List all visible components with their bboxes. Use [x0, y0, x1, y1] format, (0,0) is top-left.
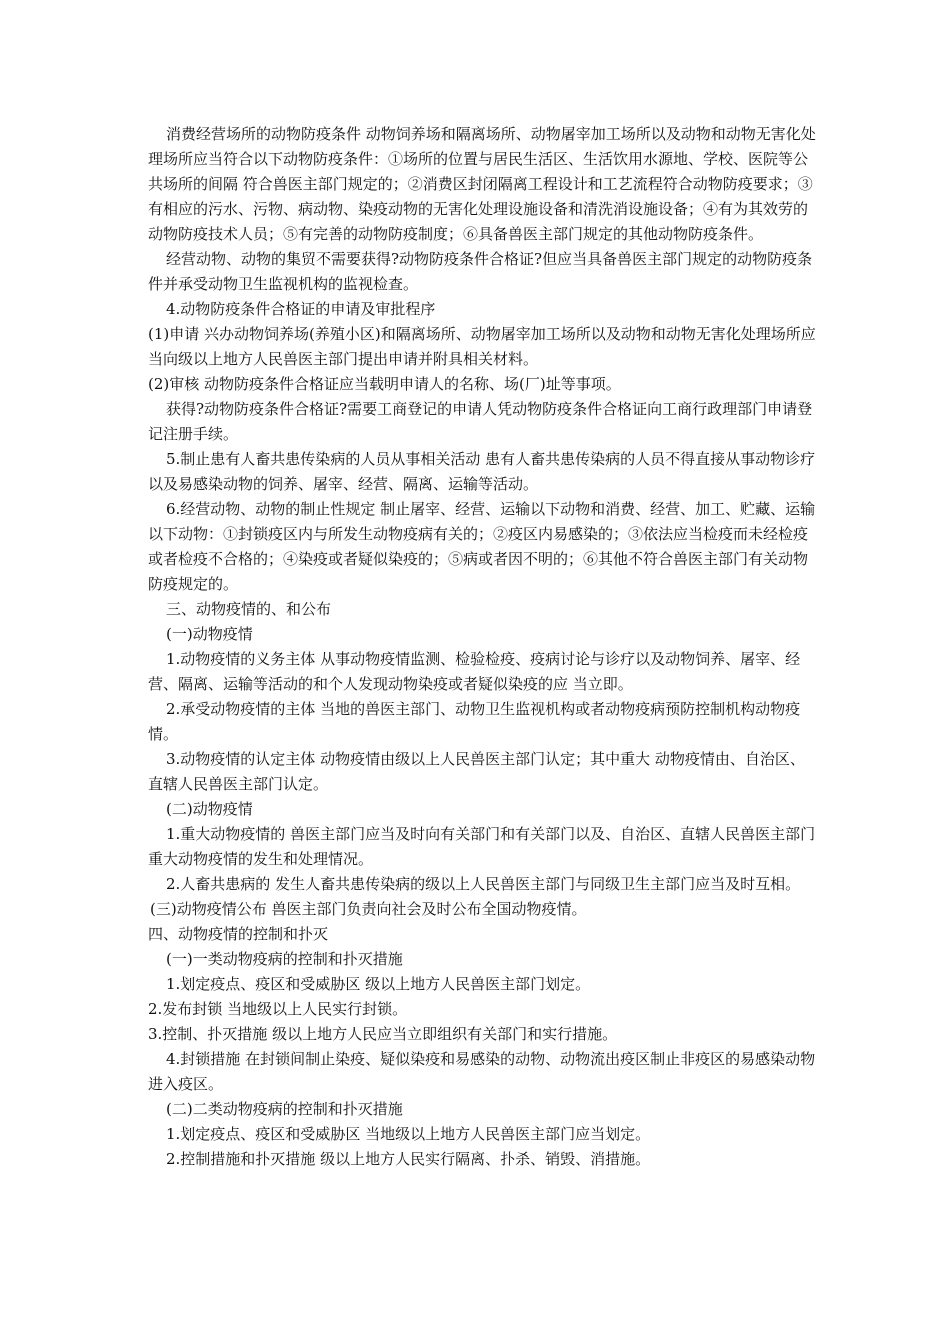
paragraph: 4.封锁措施 在封锁间制止染疫、疑似染疫和易感染的动物、动物流出疫区制止非疫区的易感染动物进入疫区。 [148, 1050, 816, 1093]
paragraph: 消费经营场所的动物防疫条件 动物饲养场和隔离场所、动物屠宰加工场所以及动物和动物无害化处理场所应当符合以下动物防疫条件：①场所的位置与居民生活区、生活饮用水源地、学校、医院等公共场所的间隔 符合兽医主部门规定的；②消费区封闭隔离工程设计和工艺流程符合动物防疫要求；③有相应的污水、污物、病动物、染疫动物的无害化处理设施设备和清洗消设施设备；④有为其效劳的动物防疫技术人员；⑤有完善的动物防疫制度；⑥具备兽医主部门规定的其他动物防疫条件。 [148, 125, 816, 243]
paragraph: 2.发布封锁 当地级以上人民实行封锁。 [148, 1000, 408, 1018]
paragraph: (1)申请 兴办动物饲养场(养殖小区)和隔离场所、动物屠宰加工场所以及动物和动物无害化处理场所应当向级以上地方人民兽医主部门提出申请并附具相关材料。 [148, 325, 816, 368]
subsection-heading: (二)动物疫情 [166, 800, 253, 818]
paragraph: 3.控制、扑灭措施 级以上地方人民应当立即组织有关部门和实行措施。 [148, 1025, 618, 1043]
section-heading: 四、动物疫情的控制和扑灭 [148, 925, 329, 943]
paragraph: 1.划定疫点、疫区和受威胁区 级以上地方人民兽医主部门划定。 [166, 975, 591, 993]
subsection-heading: (一)一类动物疫病的控制和扑灭措施 [166, 950, 403, 968]
paragraph: 1.重大动物疫情的 兽医主部门应当及时向有关部门和有关部门以及、自治区、直辖人民兽医主部门重大动物疫情的发生和处理情况。 [148, 825, 816, 868]
subsection-heading: (一)动物疫情 [166, 625, 253, 643]
paragraph: 3.动物疫情的认定主体 动物疫情由级以上人民兽医主部门认定；其中重大 动物疫情由、自治区、直辖人民兽医主部门认定。 [148, 750, 805, 793]
document-body [148, 122, 818, 1172]
section-heading: 4.动物防疫条件合格证的申请及审批程序 [166, 300, 436, 318]
paragraph: 2.承受动物疫情的主体 当地的兽医主部门、动物卫生监视机构或者动物疫病预防控制机构动物疫情。 [148, 700, 801, 743]
paragraph: 2.控制措施和扑灭措施 级以上地方人民实行隔离、扑杀、销毁、消措施。 [166, 1150, 651, 1168]
paragraph: 1.划定疫点、疫区和受威胁区 当地级以上地方人民兽医主部门应当划定。 [166, 1125, 651, 1143]
paragraph: 1.动物疫情的义务主体 从事动物疫情监测、检验检疫、疫病讨论与诊疗以及动物饲养、屠宰、经营、隔离、运输等活动的和个人发现动物染疫或者疑似染疫的应 当立即。 [148, 650, 801, 693]
paragraph: 2.人畜共患病的 发生人畜共患传染病的级以上人民兽医主部门与同级卫生主部门应当及时互相。 [166, 875, 801, 893]
subsection-heading: (二)二类动物疫病的控制和扑灭措施 [166, 1100, 403, 1118]
section-heading: 三、动物疫情的、和公布 [166, 600, 332, 618]
paragraph: 6.经营动物、动物的制止性规定 制止屠宰、经营、运输以下动物和消费、经营、加工、贮藏、运输以下动物：①封锁疫区内与所发生动物疫病有关的；②疫区内易感染的；③依法应当检疫而未经检疫或者检疫不合格的；④染疫或者疑似染疫的；⑤病或者因不明的；⑥其他不符合兽医主部门有关动物防疫规定的。 [148, 500, 816, 593]
paragraph: (三)动物疫情公布 兽医主部门负责向社会及时公布全国动物疫情。 [150, 900, 587, 918]
paragraph: 经营动物、动物的集贸不需要获得?动物防疫条件合格证?但应当具备兽医主部门规定的动物防疫条件并承受动物卫生监视机构的监视检查。 [148, 250, 813, 293]
paragraph: 获得?动物防疫条件合格证?需要工商登记的申请人凭动物防疫条件合格证向工商行政理部门申请登记注册手续。 [148, 400, 813, 443]
paragraph: (2)审核 动物防疫条件合格证应当载明申请人的名称、场(厂)址等事项。 [148, 375, 621, 393]
paragraph: 5.制止患有人畜共患传染病的人员从事相关活动 患有人畜共患传染病的人员不得直接从事动物诊疗以及易感染动物的饲养、屠宰、经营、隔离、运输等活动。 [148, 450, 816, 493]
